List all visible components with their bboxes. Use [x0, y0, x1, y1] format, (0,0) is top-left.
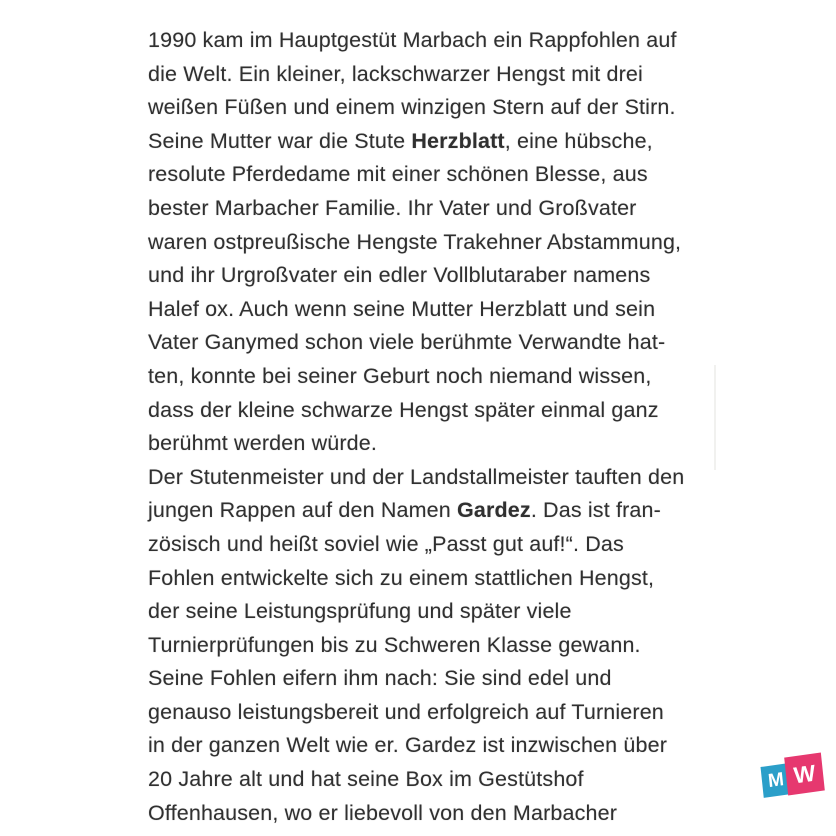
text-line	[148, 797, 684, 831]
text-line	[148, 427, 684, 461]
bold-word: Herzblatt	[411, 128, 505, 153]
scan-artifact-line	[714, 365, 716, 470]
text-line	[148, 461, 684, 495]
text-segment: Seine Mutter war die Stute	[148, 128, 412, 153]
text-segment: die Welt. Ein kleiner, lackschwarzer Hengst mit drei	[148, 61, 643, 86]
text-line	[148, 595, 684, 629]
text-line	[148, 226, 684, 260]
text-line	[148, 662, 684, 696]
text-segment: berühmt werden würde.	[148, 431, 378, 456]
mw-logo-w-letter: W	[792, 759, 817, 788]
text-line	[148, 293, 684, 327]
text-segment: ten, konnte bei seiner Geburt noch niemand wissen,	[148, 363, 652, 388]
text-line	[148, 394, 684, 428]
text-line	[148, 528, 684, 562]
text-segment: weißen Füßen und einem winzigen Stern auf der Stirn.	[148, 95, 676, 120]
text-line	[148, 763, 684, 797]
text-segment: , eine hübsche,	[504, 128, 653, 153]
text-line	[148, 58, 684, 92]
text-segment: Seine Fohlen eifern ihm nach: Sie sind edel und	[148, 666, 612, 691]
text-segment: 1990 kam im Hauptgestüt Marbach ein Rappfohlen auf	[148, 28, 677, 52]
text-line	[148, 91, 684, 125]
text-segment: Der Stutenmeister und der Landstallmeister tauften den	[148, 464, 685, 489]
text-segment: Fohlen entwickelte sich zu einem stattlichen Hengst,	[148, 565, 655, 590]
text-line	[148, 494, 684, 528]
text-segment: waren ostpreußische Hengste Trakehner Abstammung,	[148, 229, 682, 254]
text-line	[148, 192, 684, 226]
text-line	[148, 729, 684, 763]
text-line	[148, 259, 684, 293]
text-line	[148, 24, 684, 58]
bold-word: Gardez	[457, 498, 531, 523]
text-segment: 20 Jahre alt und hat seine Box im Gestütshof	[148, 767, 584, 792]
mw-logo	[756, 750, 830, 812]
text-segment: . Das ist fran-	[530, 498, 661, 523]
text-segment: Halef ox. Auch wenn seine Mutter Herzblatt und sein	[148, 296, 656, 321]
text-line	[148, 629, 684, 663]
mw-logo-m-letter: M	[767, 768, 785, 792]
text-segment: und ihr Urgroßvater ein edler Vollblutaraber namens	[148, 263, 651, 288]
text-segment: jungen Rappen auf den Namen	[148, 498, 458, 523]
text-line	[148, 360, 684, 394]
text-segment: in der ganzen Welt wie er. Gardez ist inzwischen über	[148, 733, 668, 758]
story-text	[148, 24, 684, 830]
text-line	[148, 696, 684, 730]
text-line	[148, 125, 684, 159]
text-segment: bester Marbacher Familie. Ihr Vater und Großvater	[148, 195, 637, 220]
text-segment: resolute Pferdedame mit einer schönen Blesse, aus	[148, 162, 648, 187]
text-line	[148, 562, 684, 596]
text-segment: dass der kleine schwarze Hengst später einmal ganz	[148, 397, 659, 422]
text-segment: genauso leistungsbereit und erfolgreich auf Turnieren	[148, 699, 664, 724]
text-segment: Offenhausen, wo er liebevoll von den Marbacher	[148, 800, 618, 825]
text-segment: Turnierprüfungen bis zu Schweren Klasse gewann.	[148, 632, 641, 657]
text-line	[148, 326, 684, 360]
mw-logo-w-tile	[784, 753, 825, 796]
text-segment: der seine Leistungsprüfung und später viele	[148, 599, 572, 624]
text-line	[148, 158, 684, 192]
text-segment: zösisch und heißt soviel wie „Passt gut auf!“. Das	[148, 531, 624, 556]
text-segment: Vater Ganymed schon viele berühmte Verwandte hat-	[148, 330, 666, 355]
